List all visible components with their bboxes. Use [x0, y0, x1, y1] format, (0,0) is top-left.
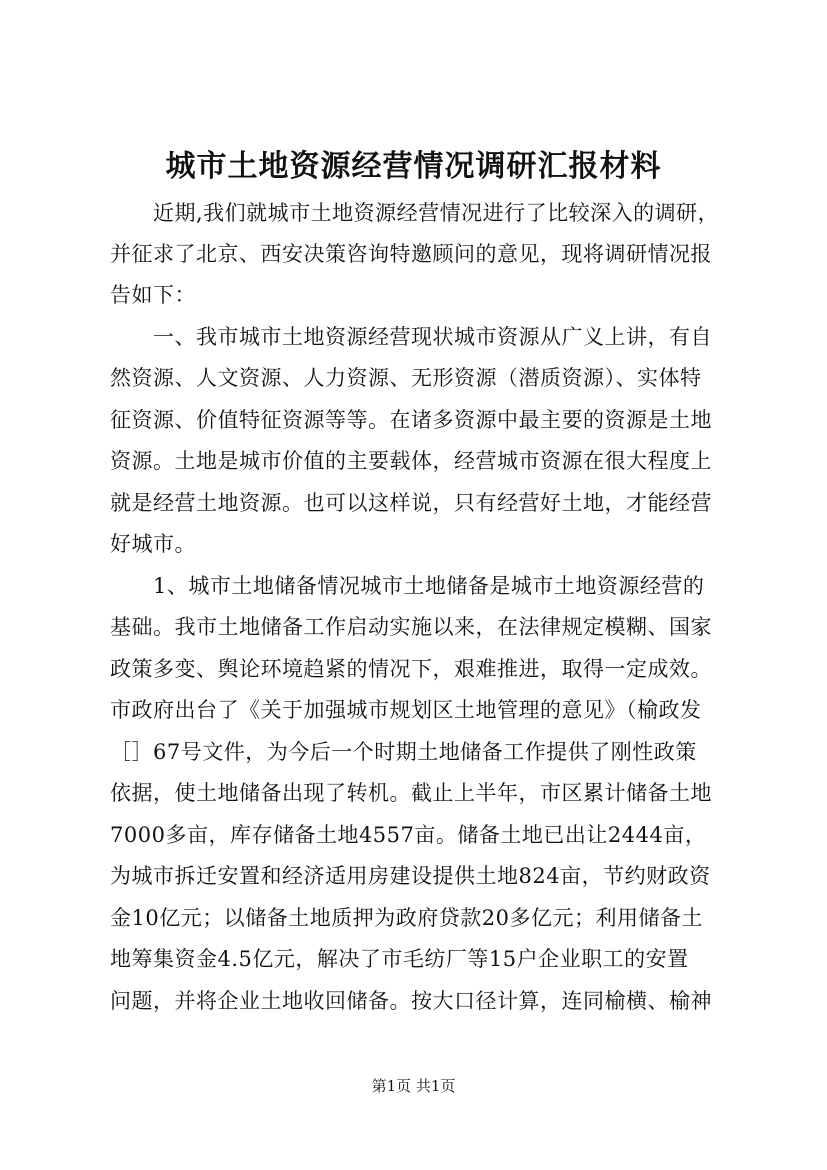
- body-line: 为城市拆迁安置和经济适用房建设提供土地824亩，节约财政资: [110, 864, 711, 888]
- body-line: 征资源、价值特征资源等等。在诸多资源中最主要的资源是土地: [110, 408, 712, 432]
- body-line: 近期,我们就城市土地资源经营情况进行了比较深入的调研，: [110, 201, 720, 225]
- body-line: 告如下：: [110, 283, 196, 307]
- body-line: 基础。我市土地储备工作启动实施以来，在法律规定模糊、国家: [110, 615, 712, 639]
- body-line: 1、城市土地储备情况城市土地储备是城市土地资源经营的: [110, 574, 705, 598]
- body-line: 就是经营土地资源。也可以这样说，只有经营好土地，才能经营: [110, 491, 712, 515]
- body-line: 然资源、人文资源、人力资源、无形资源（潜质资源）、实体特: [110, 366, 702, 390]
- body-line: 地筹集资金4.5亿元，解决了市毛纺厂等15户企业职工的安置: [110, 947, 689, 971]
- body-line: 依据，使土地储备出现了转机。截止上半年，市区累计储备土地: [110, 781, 712, 805]
- body-line: 并征求了北京、西安决策咨询特邀顾问的意见，现将调研情况报: [110, 242, 712, 266]
- document-title: 城市土地资源经营情况调研汇报材料: [165, 149, 662, 184]
- body-line: 好城市。: [110, 532, 196, 556]
- body-line: 市政府出台了《关于加强城市规划区土地管理的意见》（榆政发: [110, 698, 702, 722]
- body-line: 一、我市城市土地资源经营现状城市资源从广义上讲，有自: [110, 325, 712, 349]
- body-line: ［］67号文件，为今后一个时期土地储备工作提供了刚性政策: [110, 740, 697, 764]
- body-line: 问题，并将企业土地收回储备。按大口径计算，连同榆横、榆神: [110, 989, 712, 1013]
- body-line: 金10亿元；以储备土地质押为政府贷款20多亿元；利用储备土: [110, 906, 703, 930]
- body-line: 政策多变、舆论环境趋紧的情况下，艰难推进，取得一定成效。: [110, 657, 712, 681]
- body-line: 资源。土地是城市价值的主要载体，经营城市资源在很大程度上: [110, 449, 712, 473]
- page-number-footer: 第1页 共1页: [371, 1077, 456, 1095]
- body-line: 7000多亩，库存储备土地4557亩。储备土地已出让2444亩，: [110, 823, 707, 847]
